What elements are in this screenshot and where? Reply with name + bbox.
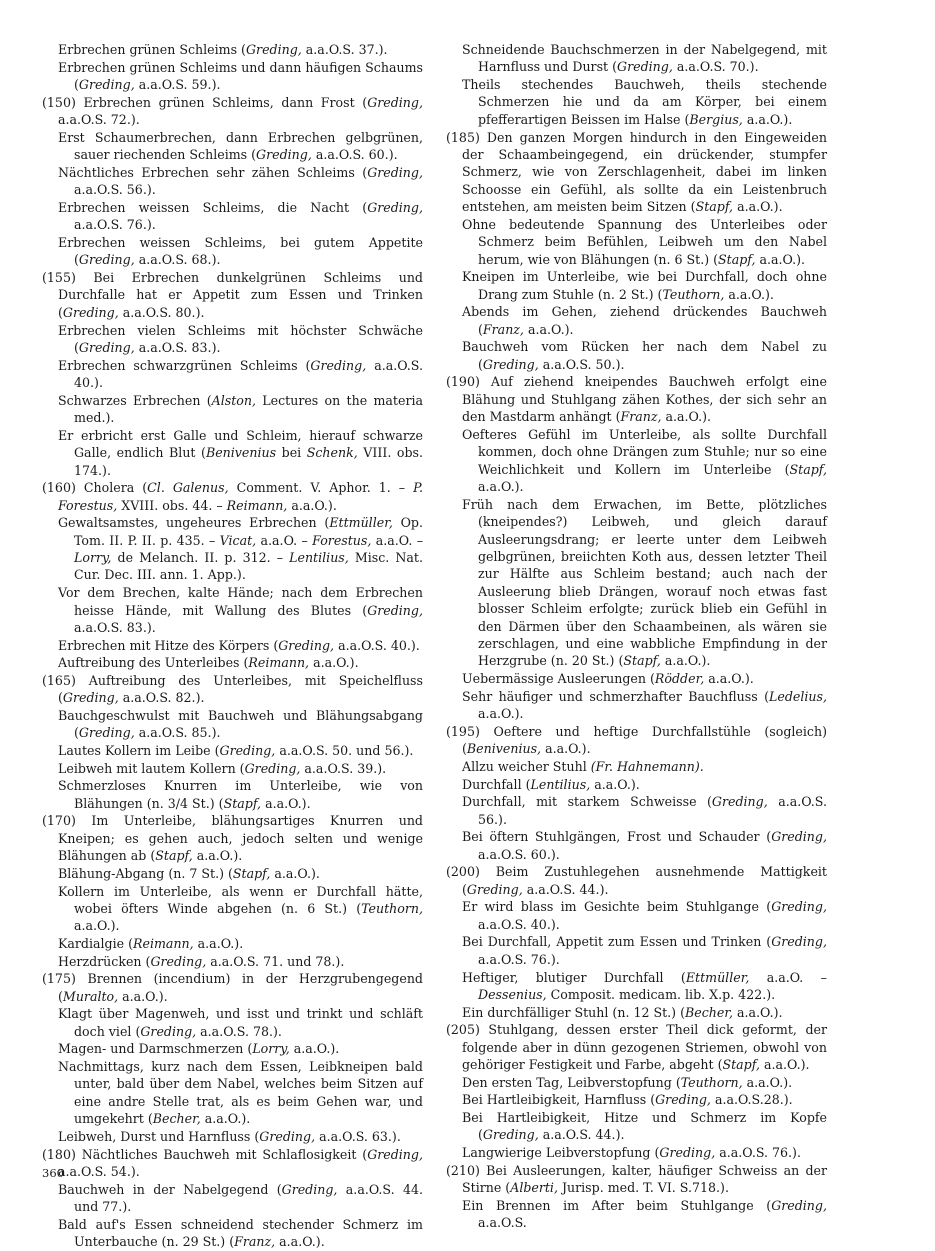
source-citation: Becher, [685,1004,733,1020]
entry-number: (190) [446,374,480,390]
entry-text: Nächtliches Bauchweh mit Schlaflosigkeit ( [75,1146,368,1162]
right-column [446,41,827,1232]
symptom-entry [446,373,827,425]
entry-text: Erbrechen mit Hitze des Körpers ( [58,637,279,653]
entry-text: a.a.O.S. 70.). [672,59,759,75]
symptom-entry [446,758,827,775]
symptom-entry [42,654,423,671]
entry-text: Schwarzes Erbrechen ( [58,392,212,408]
source-citation: Stapf, [155,848,193,864]
entry-text: Heftiger, blutiger Durchfall ( [462,969,686,985]
entry-text: a.a.O.S. 76.). [478,951,560,967]
entry-text: Abends im Gehen, ziehend drückendes Bauchweh ( [462,304,827,337]
entry-text: Lautes Kollern im Leibe ( [58,743,220,758]
symptom-entry [42,269,423,321]
source-citation: Greding, [256,147,312,163]
symptom-entry [446,496,827,670]
entry-text: Er wird blass im Gesichte beim Stuhlgange ( [462,899,772,915]
symptom-entry [446,863,827,898]
entry-text: Beim Zustuhlegehen ausnehmende Mattigkeit ( [462,864,827,897]
symptom-entry [42,357,423,392]
entry-text: Cholera ( [75,480,148,496]
entry-text: Durchfall, mit starkem Schweisse ( [462,794,712,810]
entry-text: Uebermässige Ausleerungen ( [462,671,655,687]
symptom-entry [42,812,423,864]
source-citation: Greding, [78,252,135,268]
source-citation: Greding, [367,602,423,618]
entry-text: Bei Hartleibigkeit, Harnfluss ( [462,1092,656,1108]
entry-text: a.a.O.). [270,865,320,881]
entry-text: a.a.O.S. 76.). [74,217,156,233]
entry-text: a.a.O. – [749,969,827,985]
entry-number: (155) [42,270,76,286]
entry-text: Bei Ausleerungen, kalter, häufiger Schweiss an der Stirne ( [462,1162,827,1196]
entry-text: a.a.O.S. 83.). [134,339,221,355]
entry-text: a.a.O.S. 68.). [134,252,221,268]
source-citation: Greding, [259,1128,316,1144]
entry-text: Misc. Nat. Cur. Dec. III. ann. 1. App.). [74,550,423,583]
entry-text: Den ersten Tag, Leibverstopfung ( [462,1074,681,1090]
entry-text: a.a.O.S. 82.). [118,690,205,706]
entry-text: a.a.O.S. 40.). [74,357,423,390]
entry-text: Leibweh, Durst und Harnfluss ( [58,1128,260,1144]
entry-text: Erbrechen grünen Schleims und dann häufigen Schaums ( [58,59,423,93]
entry-text: Brennen (incendium) in der Herzgrubengegend ( [58,971,423,1004]
entry-text: a.a.O.). [193,935,244,951]
source-citation: Greding, [78,77,135,93]
source-citation: Stapf, [695,199,734,215]
symptom-entry [42,427,423,479]
entry-text: Jurisp. med. T. VI. S.718.). [557,1180,729,1196]
entry-number: (160) [42,480,76,496]
symptom-entry [42,707,423,742]
source-citation: Stapf, [722,1057,760,1073]
entry-text: a.a.O.S. 63.). [315,1128,401,1144]
source-citation: Forestus, [312,532,372,548]
source-citation: Teuthorn, [680,1074,743,1090]
entry-text: Gewaltsamstes, ungeheures Erbrechen ( [58,515,330,531]
source-citation: Reimann, [133,935,194,951]
symptom-entry [42,94,423,129]
symptom-entry [42,129,423,164]
entry-number: (150) [42,94,76,110]
entry-text: Bei Durchfall, Appetit zum Essen und Trinken ( [462,934,772,950]
source-citation: Greding, [482,356,539,372]
entry-text: Magen- und Darmschmerzen ( [58,1041,253,1057]
entry-text: Bauchweh in der Nabelgegend ( [58,1181,282,1197]
entry-text: a.a.O.). [275,1234,325,1250]
source-citation: Greding, [482,1127,539,1143]
source-citation: Greding, [140,1023,197,1039]
entry-text: a.a.O.). [724,286,774,302]
entry-text: Schneidende Bauchschmerzen in der Nabelgegend, mit Harnfluss und Durst ( [462,42,827,75]
symptom-entry [446,688,827,723]
entry-text: a.a.O.). [478,706,524,722]
symptom-entry [42,1058,423,1128]
entry-text: a.a.O.S. 44.). [522,881,609,897]
source-citation: Greding, [150,953,207,969]
entry-text: Bauchgeschwulst mit Bauchweh und Blähungsabgang ( [58,707,423,741]
source-citation: Vicat, [219,532,257,548]
entry-text: Erbrechen grünen Schleims ( [58,42,246,57]
symptom-entry [446,828,827,863]
entry-text: Ohne bedeutende Spannung des Unterleibes oder Schmerz beim Befühlen, Leibweh um den Nabel herum, wie von Blähungen (n. 6 St.) ( [462,216,827,267]
entry-text: a.a.O.). [541,741,591,757]
source-citation: Ledelius, [769,688,827,704]
source-citation: Ettmüller, [685,969,750,985]
source-citation: Stapf, [623,653,661,669]
entry-text: Ein Brennen im After beim Stuhlgange ( [462,1197,772,1213]
symptom-entry [42,777,423,812]
entry-text: a.a.O.S. [478,1215,527,1231]
source-citation: Greding, [281,1181,338,1197]
entry-number: (170) [42,813,76,829]
symptom-entry [42,41,423,58]
symptom-entry [446,1162,827,1197]
source-citation: Franz, [234,1234,276,1250]
entry-text: Herzdrücken ( [58,953,151,969]
symptom-entry [42,59,423,94]
source-citation: Greding, [62,304,119,320]
symptom-entry [42,637,423,654]
entry-number: (195) [446,723,480,739]
symptom-entry [446,793,827,828]
source-citation: Greding, [219,743,276,758]
source-citation: Cl. Galenus, [147,480,229,496]
entry-text: a.a.O.S. 72.). [58,112,140,128]
source-citation: Alberti, [510,1180,558,1196]
symptom-entry [446,776,827,793]
source-citation: Stapf, [789,461,827,477]
entry-text: Kneipen im Unterleibe, wie bei Durchfall, doch ohne Drang zum Stuhle (n. 2 St.) ( [462,269,827,302]
source-citation: Stapf, [223,795,262,811]
symptom-entry [446,216,827,268]
symptom-entry [446,129,827,216]
entry-text: a.a.O.S. 80.). [118,304,205,320]
page-number: 360 [42,1166,64,1180]
entry-text: Op. Tom. II. P. II. p. 435. – [74,515,423,548]
entry-text: Erbrechen weissen Schleims, die Nacht ( [58,199,368,215]
entry-text: a.a.O.). [742,111,793,127]
source-citation: Lentilius, [530,776,591,792]
symptom-entry [42,514,423,584]
source-citation: Greding, [771,1197,827,1213]
entry-text: Leibweh mit lautem Kollern ( [58,760,245,776]
symptom-entry [42,935,423,952]
entry-text: Bald auf's Essen schneidend stechender Schmerz im Unterbauche (n. 29 St.) ( [58,1216,423,1250]
source-citation: Lorry, [74,550,112,566]
entry-text: a.a.O.). [732,1004,783,1020]
entry-text: Auf ziehend kneipendes Bauchweh erfolgt eine Blähung und Stuhlgang zähen Kothes, der sich sehr an den Mastdarm anhängt ( [462,374,827,425]
entry-text: a.a.O.). [478,479,524,495]
source-citation: Muralto, [62,988,119,1004]
source-citation: Stapf, [718,251,756,267]
entry-text: a.a.O.S. 78.). [196,1023,282,1039]
source-citation: Lorry, [252,1041,290,1057]
symptom-entry [446,41,827,76]
symptom-entry [446,1197,827,1232]
symptom-entry [446,268,827,303]
entry-number: (205) [446,1022,480,1038]
entry-text: a.a.O.). [192,848,243,864]
source-citation: Becher, [152,1111,201,1127]
symptom-entry [42,970,423,1005]
source-citation: Greding, [659,1145,716,1161]
source-citation: Stapf, [232,865,271,881]
source-citation: Greding, [278,637,335,653]
symptom-entry [446,338,827,373]
symptom-entry [42,1146,423,1181]
source-citation: (Fr. Hahnemann). [590,758,704,774]
source-citation: Dessenius, [478,986,547,1002]
source-citation: Teuthorn, [361,900,423,916]
entry-text: a.a.O.). [759,1057,810,1073]
entry-text: a.a.O.S. 44. und 77.). [74,1181,423,1215]
entry-text: a.a.O.). [523,321,574,337]
entry-text: Auftreibung des Unterleibes ( [58,655,249,671]
entry-text: a.a.O.). [200,1111,251,1127]
entry-text: a.a.O.S. 76.). [715,1145,801,1161]
entry-text: bei [276,445,307,461]
entry-text: Erbrechen vielen Schleims mit höchster Schwäche ( [58,322,423,355]
entry-text: a.a.O.). [261,795,311,811]
entry-text: Auftreibung des Unterleibes, mit Speichelfluss ( [58,672,423,706]
entry-text: a.a.O.S. 59.). [134,77,221,93]
source-citation: Rödder, [654,671,705,687]
entry-text: a.a.O. – [371,532,424,548]
source-citation: Benivenius [205,445,277,461]
symptom-entry [446,303,827,338]
entry-text: Composit. medicam. lib. X.p. 422.). [546,986,776,1002]
entry-text: a.a.O.S. 40.). [478,916,560,932]
symptom-entry [42,479,423,514]
symptom-entry [42,865,423,882]
source-citation: P. Forestus, [58,480,423,513]
entry-text: XVIII. obs. 44. – [117,497,227,513]
entry-text: a.a.O.S. 56.). [74,182,156,198]
entry-text: a.a.O.). [590,776,640,792]
entry-text: a.a.O.S.28.). [710,1092,793,1108]
entry-number: (180) [42,1146,76,1162]
entry-text: a.a.O.). [74,918,120,934]
symptom-entry [446,933,827,968]
source-citation: Greding, [771,899,827,915]
symptom-entry [446,969,827,1004]
entry-text: Den ganzen Morgen hindurch in den Eingeweiden der Schaambeingegend, ein drückender, stumpfer Schmerz, wie von Zerschlagenheit, dabei im linken Schoosse ein Gefühl, als sollte da ein Leistenbruch entstehen, am meisten beim Sitzen ( [462,129,827,215]
symptom-entry [42,584,423,636]
source-citation: Ettmüller, [329,515,393,531]
entry-text: Bei Hartleibigkeit, Hitze und Schmerz im Kopfe ( [462,1110,827,1143]
source-citation: Greding, [62,690,119,706]
entry-text: a.a.O.S. 44.). [538,1127,625,1143]
entry-text: a.a.O. – [256,532,313,548]
entry-text: Oeftere und heftige Durchfallstühle (sogleich) ( [462,723,827,757]
entry-text: de Melanch. II. p. 312. – [111,550,290,566]
entry-text: Erbrechen schwarzgrünen Schleims ( [58,357,311,373]
entry-text: a.a.O.). [289,1041,340,1057]
entry-text: Er erbricht erst Galle und Schleim, hierauf schwarze Galle, endlich Blut ( [58,427,423,461]
source-citation: Reimann, [248,655,310,671]
entry-text: Lectures on the materia med.). [74,392,423,426]
source-citation: Greding, [367,1146,423,1162]
entry-text: Sehr häufiger und schmerzhafter Bauchfluss ( [462,688,770,704]
entry-text: Erbrechen weissen Schleims, bei gutem Appetite ( [58,234,423,268]
source-citation: Greding, [245,42,302,57]
entry-text: Vor dem Brechen, kalte Hände; nach dem Erbrechen heisse Hände, mit Wallung des Blutes ( [58,585,423,618]
symptom-entry [42,1005,423,1040]
source-citation: Greding, [367,164,423,180]
entry-text: a.a.O.S. 39.). [300,760,387,776]
entry-text: Theils stechendes Bauchweh, theils stechende Schmerzen hie und da am Körper, bei einem pfefferartigen Beissen im Halse ( [462,77,827,127]
entry-text: a.a.O.S. 71. und 78.). [206,953,345,969]
symptom-entry [42,953,423,970]
entry-text: a.a.O.). [733,199,783,215]
symptom-entry [446,1074,827,1091]
entry-text: Langwierige Leibverstopfung ( [462,1145,660,1161]
source-citation: Greding, [771,829,827,845]
source-citation: Greding, [78,339,135,355]
entry-text: VIII. obs. 174.). [74,445,423,478]
entry-text: a.a.O.). [661,409,712,425]
source-citation: Greding, [244,760,301,776]
symptom-entry [42,199,423,234]
entry-text: a.a.O.). [742,1074,793,1090]
entry-text: Im Unterleibe, blähungsartiges Knurren und Kneipen; es gehen auch, jedoch selten und wenige Blähungen ab ( [58,813,423,864]
entry-number: (200) [446,864,480,880]
entry-text: Comment. V. Aphor. 1. – [228,480,414,496]
entry-text: Bei öftern Stuhlgängen, Frost und Schauder ( [462,829,772,845]
source-citation: Greding, [617,59,673,75]
symptom-entry [42,883,423,935]
source-citation: Benivenius, [466,741,542,757]
entry-text: a.a.O.S. 40.). [334,637,420,653]
source-citation: Greding, [771,934,827,950]
entry-text: Nachmittags, kurz nach dem Essen, Leibkneipen bald unter, bald über dem Nabel, welches beim Sitzen auf eine andre Stelle trat, als es beim Gehen war, und umgekehrt ( [58,1059,423,1127]
symptom-entry [42,322,423,357]
entry-text: a.a.O.S. 83.). [74,619,156,635]
symptom-entry [446,723,827,758]
entry-text: Erst Schaumerbrechen, dann Erbrechen gelbgrünen, sauer riechenden Schleims ( [58,129,423,163]
entry-text: Stuhlgang, dessen erster Theil dick geformt, der folgende aber in dünn gezogenen Striemen, obwohl von gehöriger Festigkeit und Farbe, abgeht ( [462,1022,827,1073]
symptom-entry [446,1144,827,1161]
symptom-entry [446,1091,827,1108]
entry-text: Früh nach dem Erwachen, im Bette, plötzliches (kneipendes?) Leibweh, und gleich darauf Ausleerungsdrang; er leerte unter dem Leibweh gelbgrünen, breiichten Koth aus, dessen letzter Theil zur Hälfte aus Schleim bestand; auch nach der Ausleerung blieb Drängen, worauf noch etwas fast blosser Schleim erfolgte; zurück blieb ein Gefühl in den Därmen über den Schaambeinen, als wären sie zerschlagen, und eine wabbliche Empfindung in der Herzgrube (n. 20 St.) ( [462,496,827,669]
source-citation: Greding, [711,794,768,810]
source-citation: Greding, [466,881,523,897]
source-citation: Franz, [620,409,662,425]
entry-text: a.a.O.S. 56.). [478,794,827,827]
symptom-entry [42,760,423,777]
symptom-entry [446,1021,827,1073]
entry-text: a.a.O.). [309,655,359,671]
source-citation: Greding, [78,725,135,741]
entry-text: Kollern im Unterleibe, als wenn er Durchfall hätte, wobei öfters Winde abgehen (n. 6 St.) ( [58,883,423,916]
symptom-entry [42,1040,423,1057]
symptom-entry [42,742,423,759]
entry-text: a.a.O.S. 54.). [58,1164,140,1179]
symptom-entry [446,76,827,128]
entry-text: Erbrechen grünen Schleims, dann Frost ( [75,94,368,110]
entry-number: (210) [446,1162,480,1178]
entry-text: a.a.O.). [118,988,168,1004]
entry-number: (185) [446,129,480,145]
symptom-entry [446,426,827,496]
source-citation: Lentilius, [289,550,349,566]
entry-text: a.a.O.S. 50.). [538,356,625,372]
symptom-entry [446,670,827,687]
source-citation: Alston, [211,392,256,408]
source-citation: Schenk, [306,445,358,461]
left-column [42,41,423,1251]
symptom-entry [42,234,423,269]
entry-text: a.a.O.S. 37.). [301,42,388,57]
entry-text: a.a.O.S. 60.). [311,147,398,163]
source-citation: Teuthorn, [662,286,725,302]
source-citation: Greding, [655,1092,711,1108]
symptom-entry [42,392,423,427]
symptom-entry [446,1004,827,1021]
symptom-entry [42,1128,423,1145]
entry-text: a.a.O.). [755,251,806,267]
entry-text: a.a.O.S. 60.). [478,846,560,862]
entry-text: a.a.O.S. 85.). [134,725,221,741]
entry-text: Bei Erbrechen dunkelgrünen Schleims und Durchfalle hat er Appetit zum Essen und Trinken ( [58,270,423,320]
source-citation: Franz, [482,321,524,337]
source-citation: Bergius, [689,111,743,127]
entry-text: a.a.O.). [704,671,754,687]
source-citation: Greding, [310,357,367,373]
source-citation: Reimann, [226,497,288,513]
entry-text: Schmerzloses Knurren im Unterleibe, wie von Blähungen (n. 3/4 St.) ( [58,778,423,811]
entry-text: a.a.O.). [287,497,337,513]
entry-text: a.a.O.S. 50. und 56.). [275,743,414,758]
source-citation: Greding, [367,199,423,215]
entry-text: Klagt über Magenweh, und isst und trinkt und schläft doch viel ( [58,1006,423,1039]
entry-text: Kardialgie ( [58,935,134,951]
entry-number: (165) [42,672,76,688]
source-citation: Greding, [367,94,423,110]
symptom-entry [42,164,423,199]
entry-text: Bauchweh vom Rücken her nach dem Nabel zu ( [462,339,827,372]
symptom-entry [42,672,423,707]
entry-text: Allzu weicher Stuhl [462,758,591,774]
entry-text: Blähung-Abgang (n. 7 St.) ( [58,865,233,881]
entry-text: Nächtliches Erbrechen sehr zähen Schleims ( [58,164,368,180]
symptom-entry [446,898,827,933]
symptom-entry [42,1216,423,1251]
symptom-entry [42,1181,423,1216]
entry-text: Oefteres Gefühl im Unterleibe, als sollte Durchfall kommen, doch ohne Drängen zum Stuhle; nur so eine Weichlichkeit und Kollern im Unterleibe ( [462,426,827,477]
entry-number: (175) [42,971,76,987]
entry-text: a.a.O.). [660,653,711,669]
entry-text: Ein durchfälliger Stuhl (n. 12 St.) ( [462,1004,686,1020]
symptom-entry [446,1109,827,1144]
entry-text: Durchfall ( [462,776,531,792]
